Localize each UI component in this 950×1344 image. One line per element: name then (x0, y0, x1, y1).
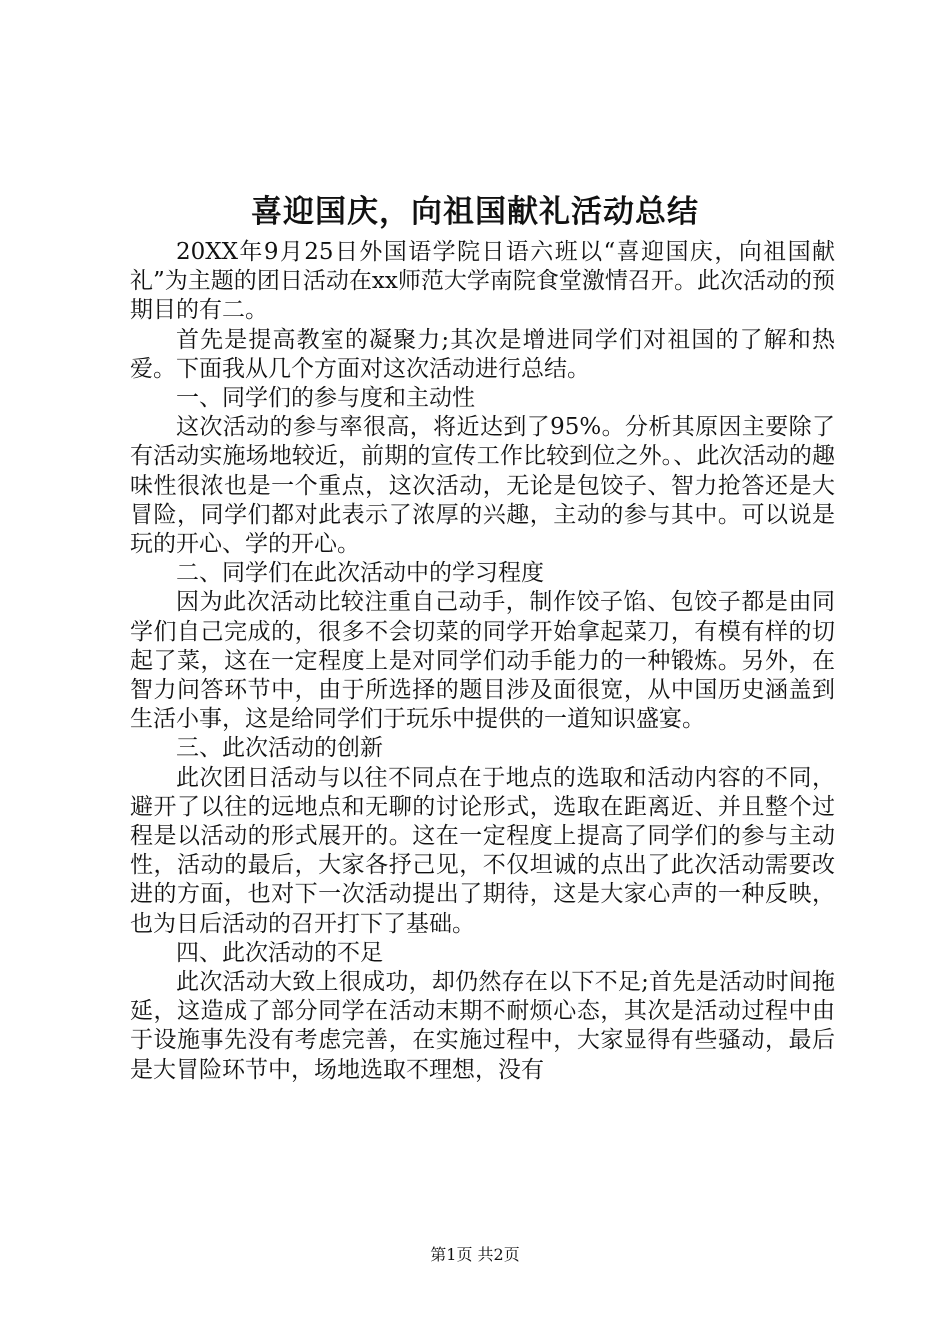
section-heading: 四、此次活动的不足 (176, 939, 383, 966)
section-heading: 三、此次活动的创新 (176, 735, 383, 762)
paragraph: 20XX年9月25日外国语学院日语六班以“喜迎国庆，向祖国献礼”为主题的团日活动在xx师范大学南院食堂激情召开。此次活动的预期目的有二。 (130, 239, 835, 324)
paragraph: 此次活动大致上很成功，却仍然存在以下不足;首先是活动时间拖延，这造成了部分同学在活动末期不耐烦心态，其次是活动过程中由于设施事先没有考虑完善，在实施过程中，大家显得有些骚动，最后是大冒险环节中，场地选取不理想，没有 (130, 969, 835, 1083)
page-number-footer: 第1页 共2页 (430, 1245, 520, 1264)
paragraph: 因为此次活动比较注重自己动手，制作饺子馅、包饺子都是由同学们自己完成的，很多不会切菜的同学开始拿起菜刀，有模有样的切起了菜，这在一定程度上是对同学们动手能力的一种锻炼。另外，在智力问答环节中，由于所选择的题目涉及面很宽，从中国历史涵盖到生活小事，这是给同学们于玩乐中提供的一道知识盛宴。 (130, 589, 835, 733)
section-heading: 二、同学们在此次活动中的学习程度 (176, 560, 544, 587)
document-body (130, 238, 835, 1085)
document-title: 喜迎国庆，向祖国献礼活动总结 (251, 194, 699, 230)
section-heading: 一、同学们的参与度和主动性 (176, 385, 475, 412)
paragraph: 这次活动的参与率很高，将近达到了95%。分析其原因主要除了有活动实施场地较近，前期的宣传工作比较到位之外。、此次活动的趣味性很浓也是一个重点，这次活动，无论是包饺子、智力抢答还是大冒险，同学们都对此表示了浓厚的兴趣，主动的参与其中。可以说是玩的开心、学的开心。 (130, 414, 835, 558)
paragraph: 首先是提高教室的凝聚力;其次是增进同学们对祖国的了解和热爱。下面我从几个方面对这次活动进行总结。 (130, 326, 835, 382)
paragraph: 此次团日活动与以往不同点在于地点的选取和活动内容的不同，避开了以往的远地点和无聊的讨论形式，选取在距离近、并且整个过程是以活动的形式展开的。这在一定程度上提高了同学们的参与主动性，活动的最后，大家各抒己见，不仅坦诚的点出了此次活动需要改进的方面，也对下一次活动提出了期待，这是大家心声的一种反映，也为日后活动的召开打下了基础。 (130, 764, 835, 937)
